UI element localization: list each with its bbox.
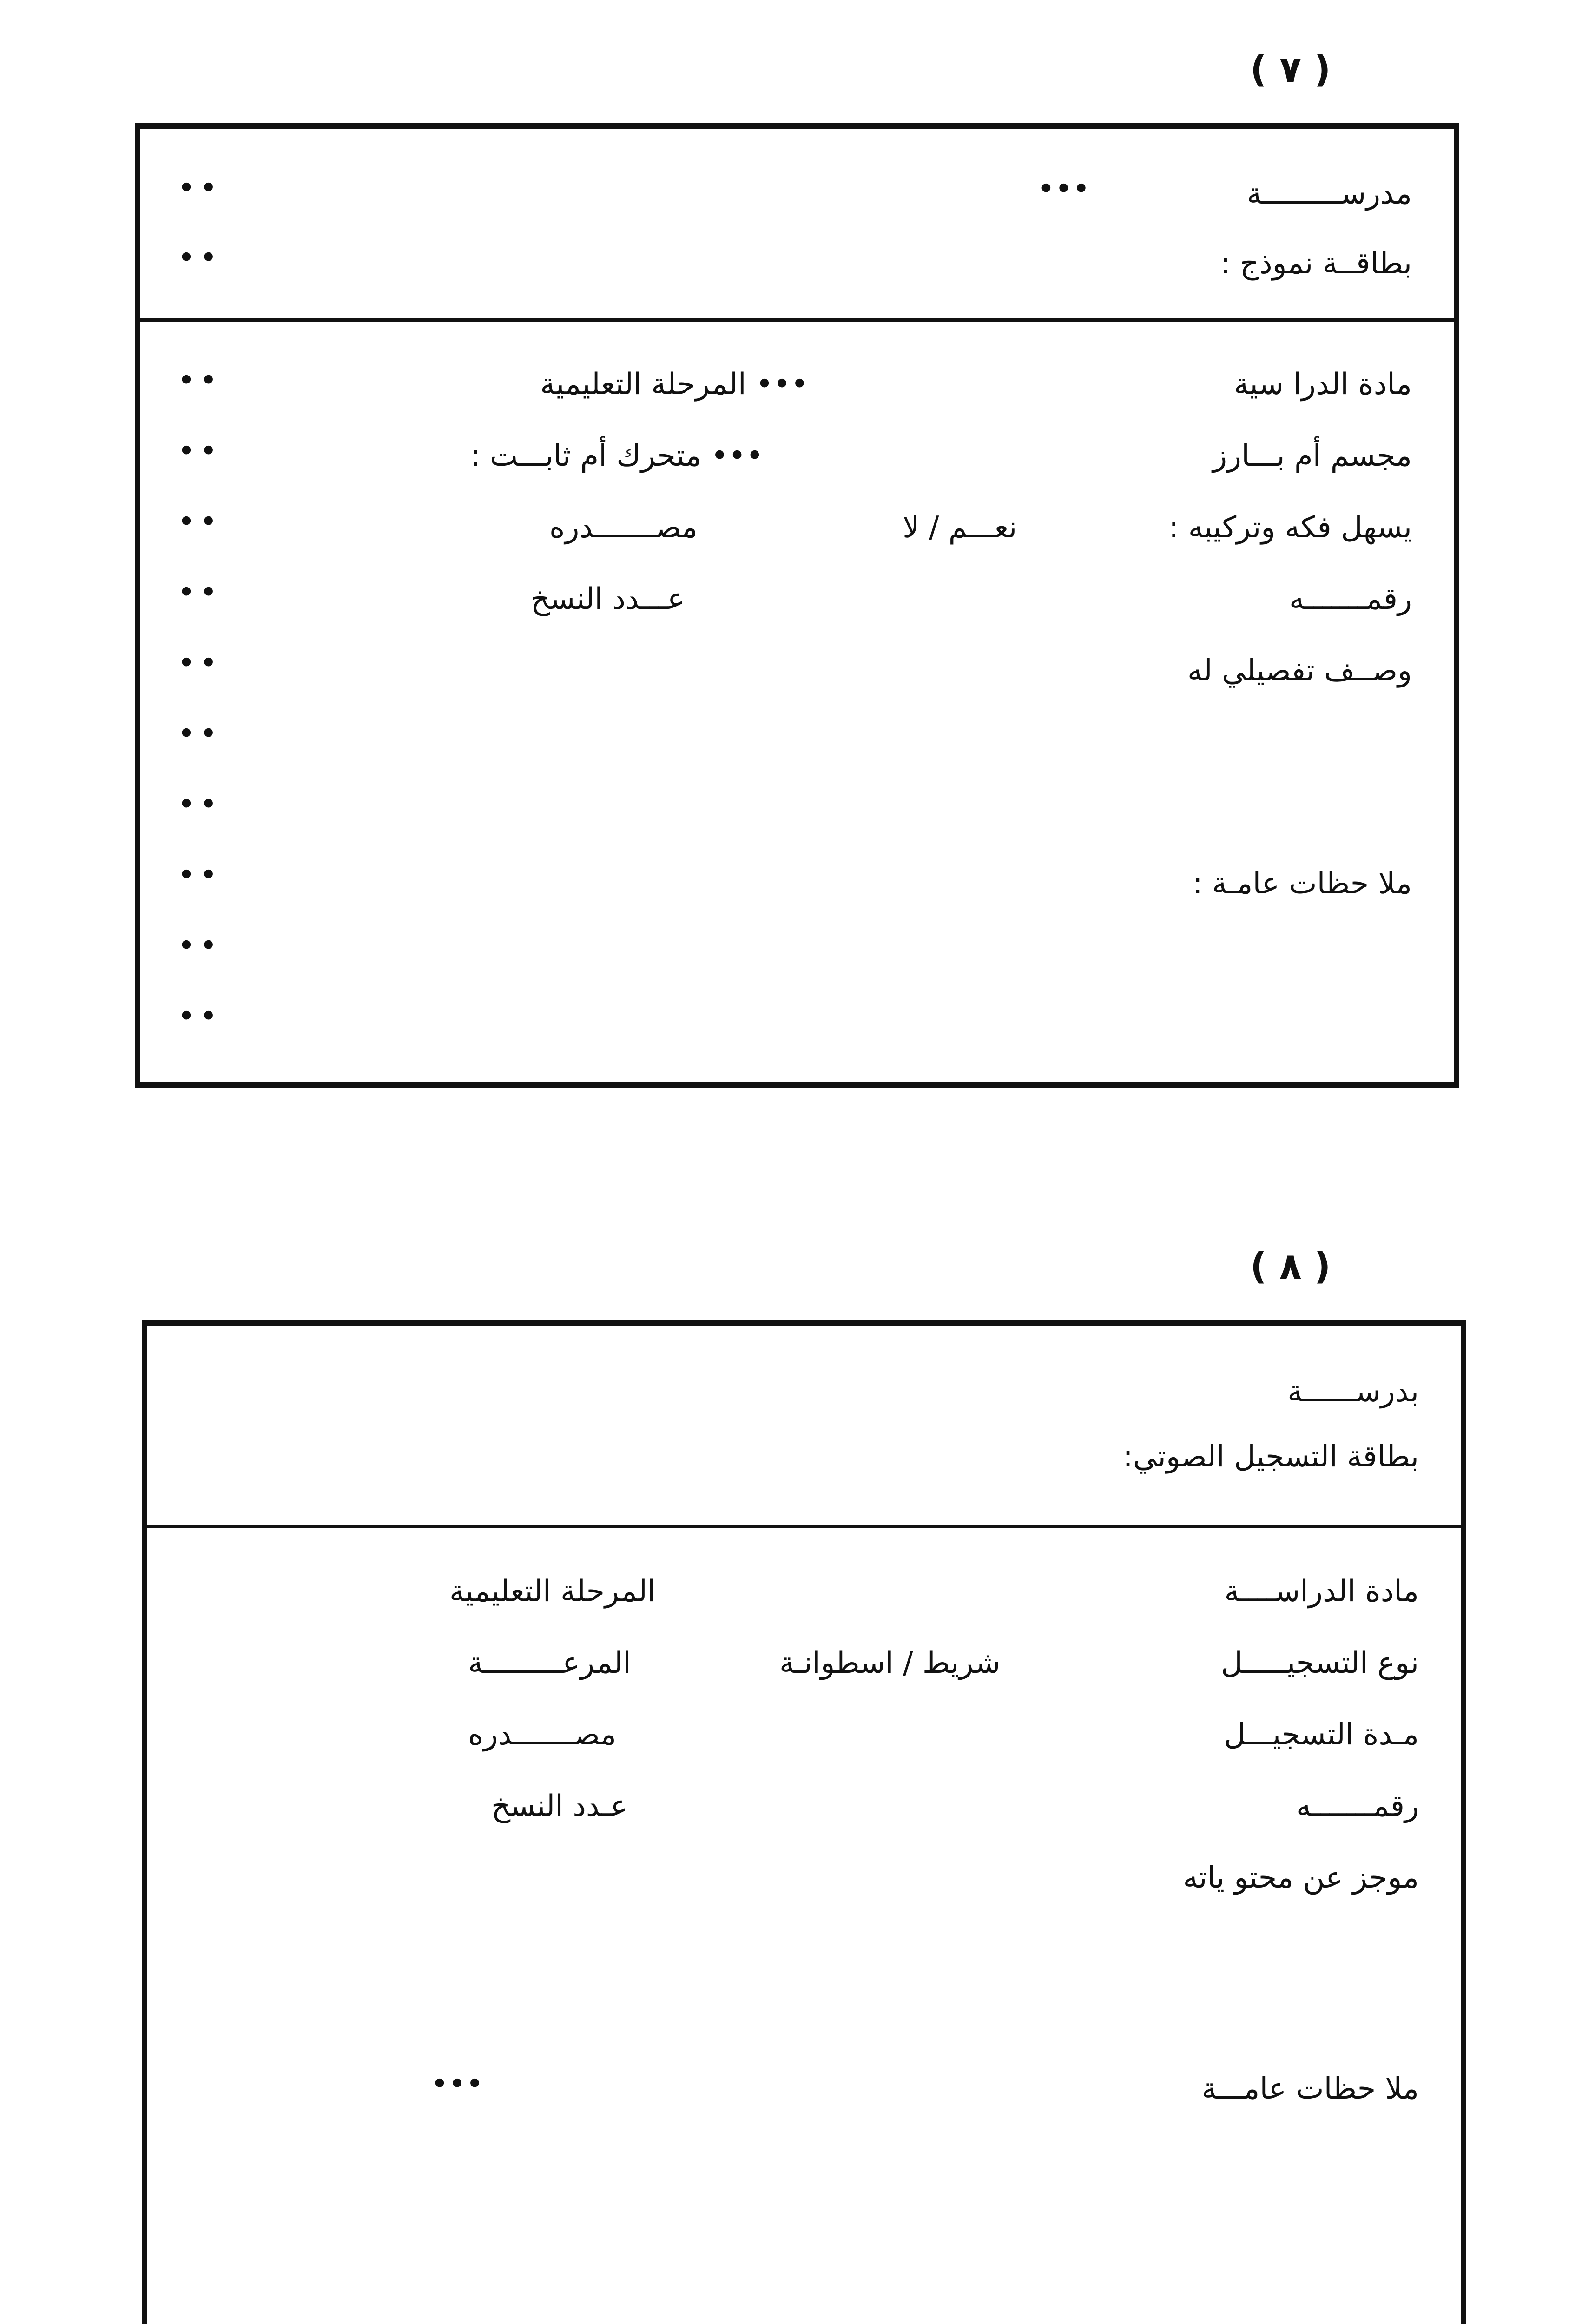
- margin-dots: ••: [178, 787, 222, 822]
- subject-stage: ••• المرحلة التعليمية: [540, 367, 809, 402]
- subject-label: مادة الدراســــة: [1224, 1574, 1419, 1609]
- contents-label: موجز عن محتو ياته: [1183, 1861, 1419, 1895]
- assembly-options: نعـــم / لا: [903, 510, 1017, 545]
- school-dots: •••: [1037, 172, 1090, 206]
- number-label: رقمـــــــه: [1296, 1789, 1419, 1823]
- margin-dots: ••: [178, 575, 222, 610]
- card-title: بطاقة التسجيل الصوتي:: [1123, 1439, 1419, 1474]
- size-label: مجسم أم بـــارز: [1213, 439, 1412, 473]
- margin-dots: ••: [178, 434, 222, 469]
- header-divider: [147, 1525, 1461, 1528]
- audio-recording-card: [142, 1320, 1466, 2324]
- copies-label: عـــدد النسخ: [531, 582, 685, 616]
- description-label: وصــف تفصيلي له: [1187, 654, 1412, 688]
- number-label: رقمـــــــه: [1289, 582, 1412, 616]
- margin-dots: ••: [178, 505, 222, 539]
- card-title: بطاقــة نموذج :: [1220, 246, 1412, 281]
- card-8-number: ( ٨ ): [1250, 1246, 1331, 1287]
- duration-label: مـدة التسجيـــل: [1224, 1717, 1419, 1752]
- notes-label: ملا حظات عامـة :: [1193, 866, 1412, 901]
- margin-dots: ••: [178, 646, 222, 680]
- recording-options: شريط / اسطوانـة: [779, 1646, 1001, 1680]
- margin-dots: ••: [178, 241, 222, 275]
- margin-dots: ••: [178, 929, 222, 963]
- model-card: [135, 123, 1459, 1088]
- copies-label: عـدد النسخ: [491, 1789, 628, 1823]
- margin-dots: ••: [178, 717, 222, 751]
- margin-dots: ••: [178, 171, 222, 205]
- source-label: مصـــــــدره: [468, 1717, 617, 1752]
- school-label: مدرســـــــــة: [1246, 177, 1412, 211]
- margin-dots: ••: [178, 999, 222, 1034]
- size-mobility: ••• متحرك أم ثابـــت :: [470, 439, 764, 473]
- notes-dots: •••: [431, 2067, 484, 2101]
- assembly-label: يسهل فكه وتركيبه :: [1168, 510, 1412, 545]
- margin-dots: ••: [178, 363, 222, 398]
- margin-dots: ••: [178, 858, 222, 892]
- school-label: بدرســــــة: [1287, 1374, 1419, 1409]
- subject-label: مادة الدرا سية: [1233, 367, 1412, 402]
- stage-label: المرحلة التعليمية: [449, 1574, 656, 1609]
- notes-label: ملا حظات عامـــة: [1201, 2072, 1419, 2106]
- recording-type-label: نوع التسجيـــــل: [1221, 1646, 1419, 1680]
- card-7-number: ( ٧ ): [1250, 49, 1331, 91]
- source-label: مصـــــــدره: [549, 510, 698, 545]
- level-label: المرعـــــــــة: [468, 1646, 631, 1680]
- header-divider: [140, 318, 1454, 322]
